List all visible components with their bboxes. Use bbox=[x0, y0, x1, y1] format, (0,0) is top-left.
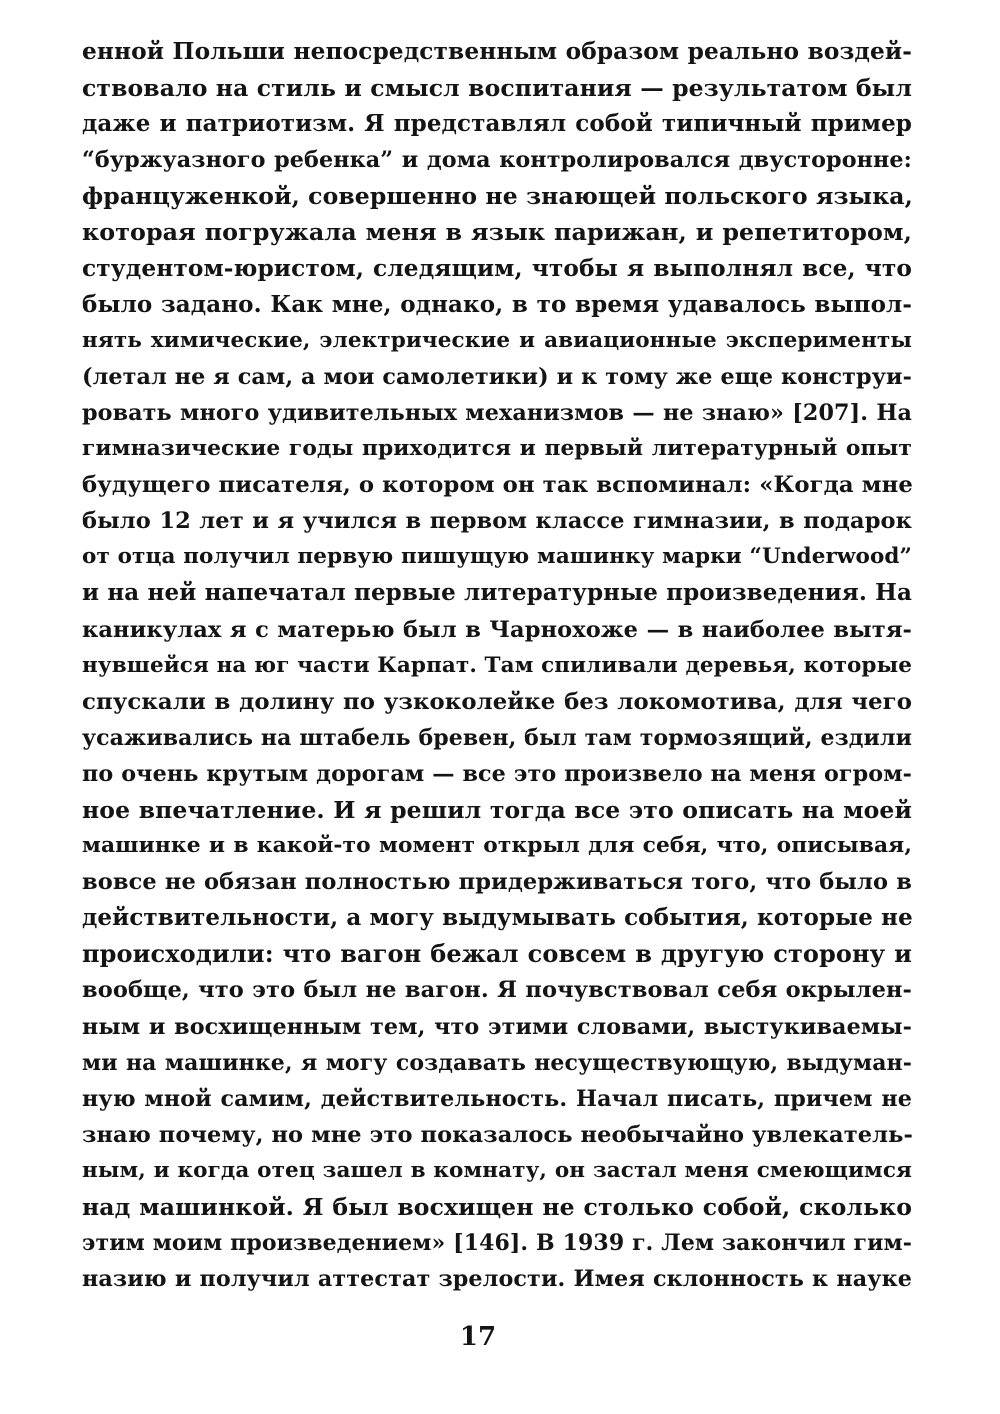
text-line: которая погружала меня в язык парижан, и репетитором, bbox=[82, 218, 912, 247]
text-line: действительности, а могу выдумывать события, которые не bbox=[82, 904, 913, 932]
text-line: было задано. Как мне, однако, в то время удавалось выпол- bbox=[82, 290, 912, 318]
text-line: даже и патриотизм. Я представлял собой типичный пример bbox=[82, 110, 912, 138]
text-line: происходили: что вагон бежал совсем в другую сторону и bbox=[82, 939, 912, 969]
text-line: нять химические, электрические и авиационные эксперименты bbox=[82, 327, 912, 353]
text-line: ным и восхищенным тем, что этими словами, выстукиваемы- bbox=[82, 1013, 912, 1040]
text-line: нувшейся на юг части Карпат. Там спиливали деревья, которые bbox=[82, 652, 912, 678]
text-line: енной Польши непосредственным образом реально воздей- bbox=[82, 38, 912, 65]
text-line: ное впечатление. И я решил тогда все это описать на моей bbox=[82, 795, 912, 824]
text-line: ствовало на стиль и смысл воспитания — результатом был bbox=[82, 74, 912, 103]
text-line: машинке и в какой-то момент открыл для себя, что, описывая, bbox=[82, 833, 912, 859]
text-line: этим моим произведением» [146]. В 1939 г. Лем закончил гим- bbox=[82, 1230, 912, 1257]
text-line: будущего писателя, о котором он так вспоминал: «Когда мне bbox=[82, 472, 913, 499]
text-line: каникулах я с матерью был в Чарнохоже — в наиболее вытя- bbox=[82, 616, 912, 643]
text-line: и на ней напечатал первые литературные произведения. На bbox=[82, 579, 912, 607]
text-line: от отца получил первую пишущую машинку марки “Underwood” bbox=[82, 544, 912, 570]
page-number: 17 bbox=[459, 1322, 497, 1352]
text-line: по очень крутым дорогам — все это произвело на меня огром- bbox=[82, 760, 912, 787]
text-line: над машинкой. Я был восхищен не столько собой, сколько bbox=[82, 1193, 912, 1221]
text-line: гимназические годы приходится и первый литературный опыт bbox=[82, 436, 912, 462]
text-line: ным, и когда отец зашел в комнату, он застал меня смеющимся bbox=[82, 1157, 912, 1183]
text-line: “буржуазного ребенка” и дома контролировался двусторонне: bbox=[82, 147, 912, 174]
text-line: ми на машинке, я могу создавать несуществующую, выдуман- bbox=[82, 1049, 912, 1076]
text-line: вовсе не обязан полностью придерживаться того, что было в bbox=[82, 869, 912, 896]
text-line: назию и получил аттестат зрелости. Имея склонность к науке bbox=[82, 1266, 912, 1293]
text-line: студентом-юристом, следящим, чтобы я выполнял все, что bbox=[82, 254, 912, 282]
text-line: ную мной самим, действительность. Начал писать, причем не bbox=[82, 1085, 912, 1112]
text-line: ровать много удивительных механизмов — не знаю» [207]. На bbox=[82, 399, 912, 426]
body-text bbox=[82, 34, 912, 1297]
text-line: знаю почему, но мне это показалось необычайно увлекатель- bbox=[82, 1121, 913, 1148]
text-line: вообще, что это был не вагон. Я почувствовал себя окрылен- bbox=[82, 977, 912, 1004]
text-line: усаживались на штабель бревен, был там тормозящий, ездили bbox=[82, 724, 912, 751]
text-line: (летал не я сам, а мои самолетики) и к тому же еще конструи- bbox=[82, 363, 912, 390]
text-line: француженкой, совершенно не знающей польского языка, bbox=[82, 182, 913, 211]
text-line: спускали в долину по узкоколейке без локомотива, для чего bbox=[82, 688, 912, 715]
text-line: было 12 лет и я учился в первом классе гимназии, в подарок bbox=[82, 508, 912, 535]
